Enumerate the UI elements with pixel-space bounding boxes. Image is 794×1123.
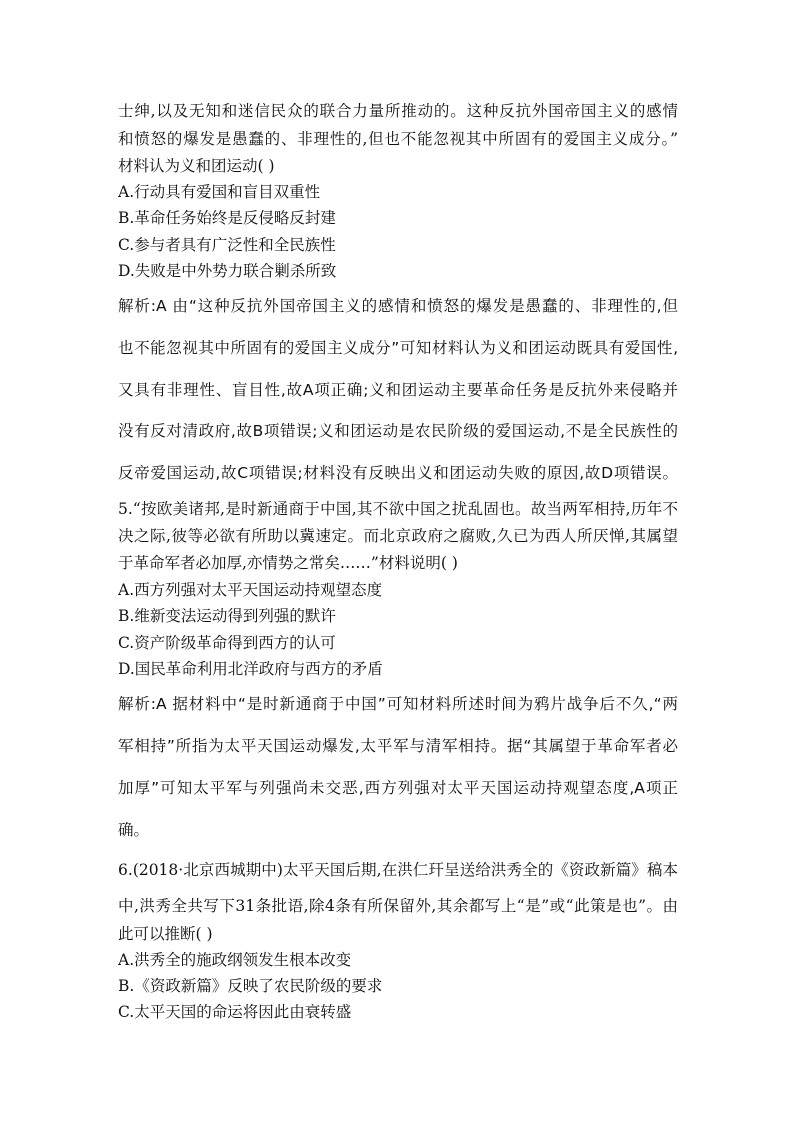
- q4-analysis-line: 解析:A 由“这种反抗外国帝国主义的感情和愤怒的爆发是愚蠢的、非理性的,但: [118, 297, 678, 315]
- q5-stem-line: 决之际,彼等必欲有所助以冀速定。而北京政府之腐败,久已为西人所厌惮,其属望: [118, 527, 678, 545]
- q4-option-b: B.革命任务始终是反侵略反封建: [118, 209, 336, 227]
- q5-option-d: D.国民革命利用北洋政府与西方的矛盾: [118, 660, 383, 678]
- q6-option-c: C.太平天国的命运将因此由衰转盛: [118, 1003, 352, 1021]
- q5-stem-line: 5.“按欧美诸邦,是时新通商于中国,其不欲中国之扰乱固也。故当两军相持,历年不: [118, 500, 678, 518]
- q4-stem-line: 士绅,以及无知和迷信民众的联合力量所推动的。这种反抗外国帝国主义的感情: [118, 102, 678, 120]
- q5-option-b: B.维新变法运动得到列强的默许: [118, 607, 336, 625]
- q4-analysis-line: 也不能忽视其中所固有的爱国主义成分”可知材料认为义和团运动既具有爱国性,: [118, 339, 678, 357]
- q5-analysis-line: 军相持”所指为太平天国运动爆发,太平军与清军相持。据“其属望于革命军者必: [118, 737, 678, 755]
- q5-option-c: C.资产阶级革命得到西方的认可: [118, 634, 336, 652]
- q4-stem-line: 和愤怒的爆发是愚蠢的、非理性的,但也不能忽视其中所固有的爱国主义成分。”: [118, 130, 678, 148]
- q6-stem-line: 中,洪秀全共写下31条批语,除4条有所保留外,其余都写上“是”或“此策是也”。由: [118, 897, 678, 915]
- q4-stem-line: 材料认为义和团运动( ): [118, 157, 275, 175]
- q4-option-a: A.行动具有爱国和盲目双重性: [118, 183, 321, 201]
- q5-analysis-line: 加厚”可知太平军与列强尚未交恶,西方列强对太平天国运动持观望态度,A项正: [118, 779, 678, 797]
- q6-option-a: A.洪秀全的施政纲领发生根本改变: [118, 951, 352, 969]
- q6-stem-line: 此可以推断( ): [118, 925, 213, 943]
- q5-analysis-line: 解析:A 据材料中“是时新通商于中国”可知材料所述时间为鸦片战争后不久,“两: [118, 695, 678, 713]
- q4-analysis-line: 没有反对清政府,故B项错误;义和团运动是农民阶级的爱国运动,不是全民族性的: [118, 422, 678, 440]
- q4-analysis-line: 反帝爱国运动,故C项错误;材料没有反映出义和团运动失败的原因,故D项错误。: [118, 464, 678, 482]
- q5-stem-line: 于革命军者必加厚,亦情势之常矣……”材料说明( ): [118, 554, 458, 572]
- q5-analysis-line: 确。: [118, 821, 150, 839]
- q4-option-c: C.参与者具有广泛性和全民族性: [118, 236, 336, 254]
- q4-analysis-line: 又具有非理性、盲目性,故A项正确;义和团运动主要革命任务是反抗外来侵略并: [118, 381, 678, 399]
- q6-option-b: B.《资政新篇》反映了农民阶级的要求: [118, 977, 383, 995]
- q4-option-d: D.失败是中外势力联合剿杀所致: [118, 262, 337, 280]
- q5-option-a: A.西方列强对太平天国运动持观望态度: [118, 581, 383, 599]
- q6-stem-line: 6.(2018·北京西城期中)太平天国后期,在洪仁玕呈送给洪秀全的《资政新篇》稿本: [118, 861, 678, 879]
